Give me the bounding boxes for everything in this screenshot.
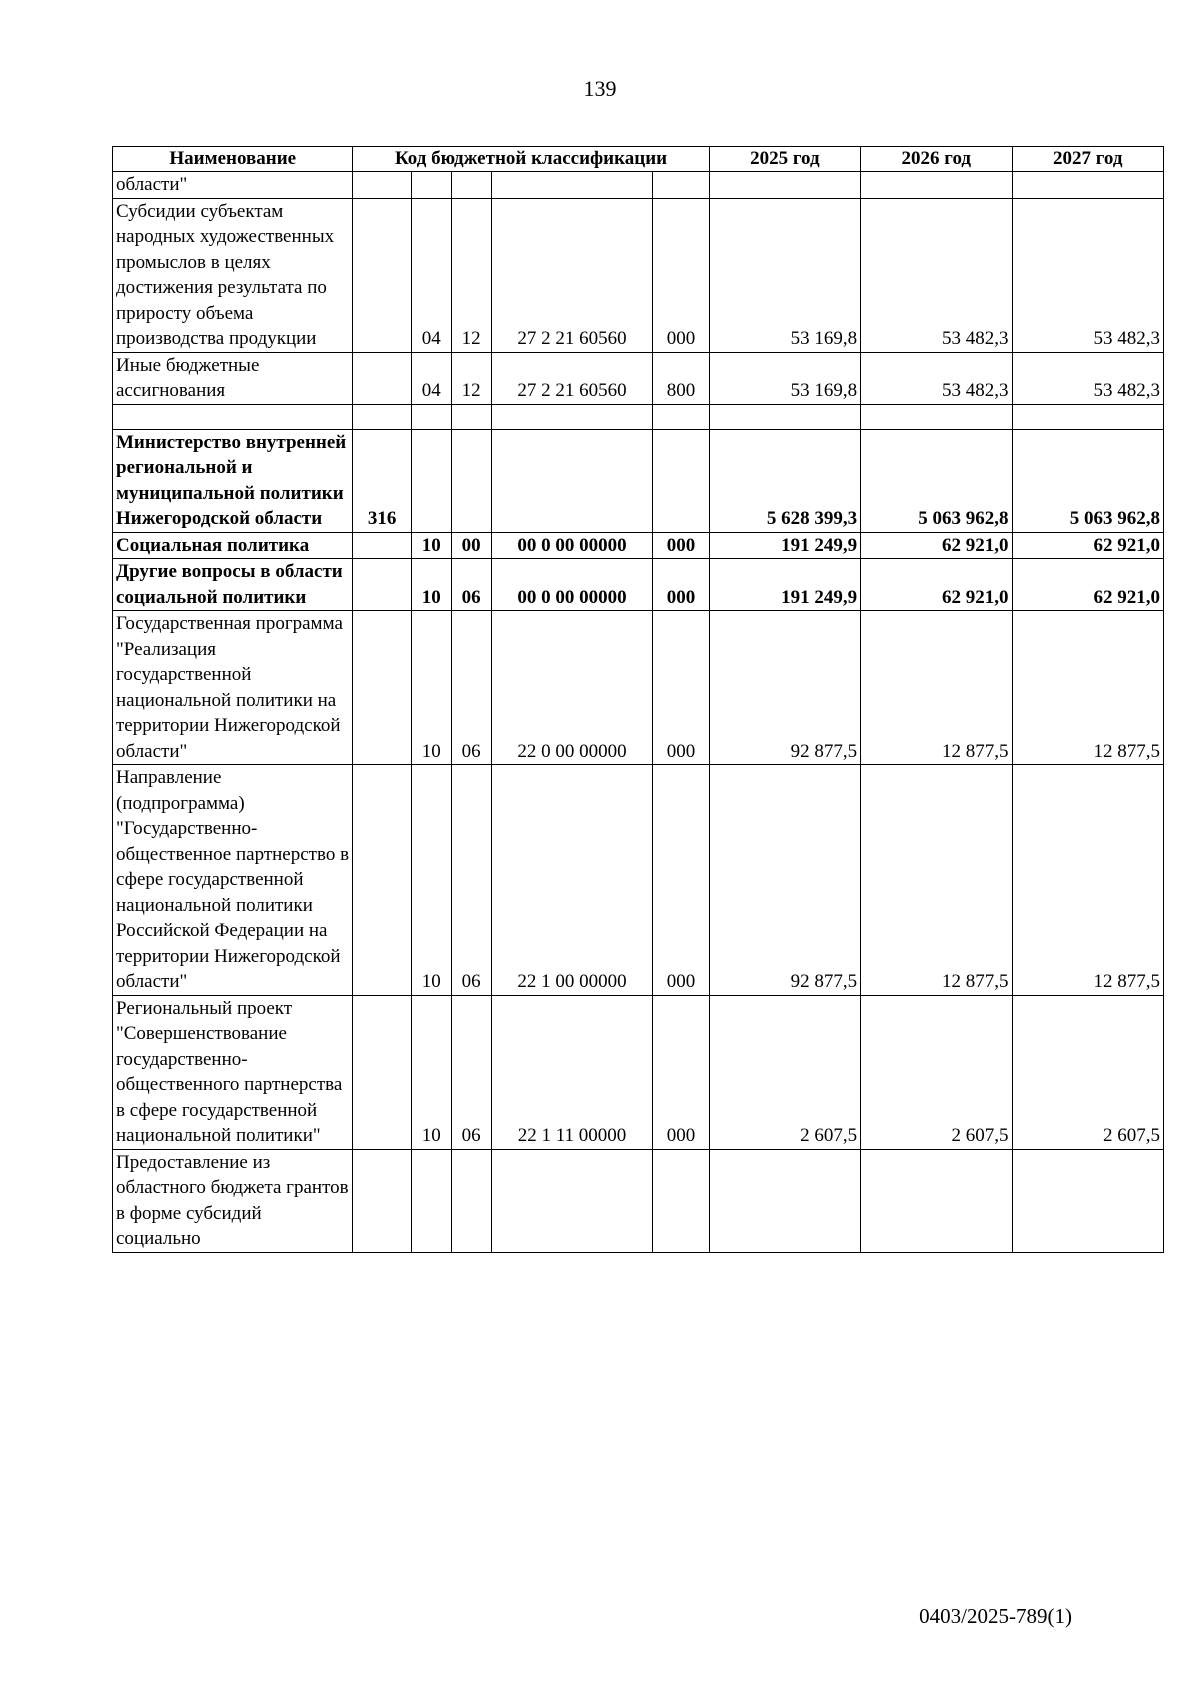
row-value-2027: 12 877,5 <box>1012 765 1163 996</box>
row-name: Иные бюджетные ассигнования <box>113 352 353 404</box>
row-value-2025 <box>709 404 860 429</box>
row-code-gr <box>353 404 411 429</box>
row-code-vr: 000 <box>653 995 709 1149</box>
row-name: Региональный проект "Совершенствование государственно-общественного партнерства в сфере государственной национальной политики" <box>113 995 353 1149</box>
table-row <box>113 429 1164 532</box>
row-code-csr <box>491 1149 653 1252</box>
row-value-2025 <box>709 1149 860 1252</box>
table-row <box>113 611 1164 765</box>
row-code-rz: 10 <box>411 611 451 765</box>
row-code-vr: 000 <box>653 559 709 611</box>
row-name <box>113 404 353 429</box>
row-value-2026 <box>861 404 1012 429</box>
row-value-2026: 62 921,0 <box>861 559 1012 611</box>
row-value-2025: 191 249,9 <box>709 559 860 611</box>
row-code-rz <box>411 404 451 429</box>
row-value-2026: 12 877,5 <box>861 765 1012 996</box>
table-row <box>113 1149 1164 1252</box>
row-value-2027: 2 607,5 <box>1012 995 1163 1149</box>
row-code-csr <box>491 404 653 429</box>
table-row <box>113 559 1164 611</box>
table-row <box>113 995 1164 1149</box>
row-code-rz <box>411 1149 451 1252</box>
row-code-gr <box>353 198 411 352</box>
row-code-rz: 10 <box>411 559 451 611</box>
table-row <box>113 532 1164 559</box>
row-code-pr: 00 <box>451 532 491 559</box>
row-value-2026: 12 877,5 <box>861 611 1012 765</box>
row-value-2027: 53 482,3 <box>1012 352 1163 404</box>
table-row <box>113 404 1164 429</box>
row-code-pr: 06 <box>451 995 491 1149</box>
row-code-pr: 06 <box>451 559 491 611</box>
row-code-csr: 27 2 21 60560 <box>491 198 653 352</box>
row-value-2027: 62 921,0 <box>1012 532 1163 559</box>
row-code-vr: 800 <box>653 352 709 404</box>
row-name: Другие вопросы в области социальной политики <box>113 559 353 611</box>
row-value-2026 <box>861 1149 1012 1252</box>
document-id: 0403/2025-789(1) <box>919 1604 1072 1628</box>
row-code-rz <box>411 172 451 199</box>
row-value-2025: 53 169,8 <box>709 198 860 352</box>
row-code-csr <box>491 429 653 532</box>
row-code-gr: 316 <box>353 429 411 532</box>
row-code-rz: 04 <box>411 198 451 352</box>
row-name: Государственная программа "Реализация государственной национальной политики на территории Нижегородской области" <box>113 611 353 765</box>
row-value-2026: 2 607,5 <box>861 995 1012 1149</box>
row-code-pr <box>451 1149 491 1252</box>
row-code-vr: 000 <box>653 532 709 559</box>
row-code-gr <box>353 559 411 611</box>
table-header-row <box>113 147 1164 172</box>
row-name: Социальная политика <box>113 532 353 559</box>
table-row <box>113 352 1164 404</box>
header-2026: 2026 год <box>861 147 1012 172</box>
row-code-pr: 06 <box>451 765 491 996</box>
row-code-pr <box>451 429 491 532</box>
row-code-vr: 000 <box>653 765 709 996</box>
row-code-pr: 12 <box>451 352 491 404</box>
row-code-gr <box>353 172 411 199</box>
row-code-rz: 04 <box>411 352 451 404</box>
row-code-csr: 00 0 00 00000 <box>491 532 653 559</box>
row-code-csr: 22 1 11 00000 <box>491 995 653 1149</box>
row-code-gr <box>353 352 411 404</box>
row-name: Министерство внутренней региональной и муниципальной политики Нижегородской области <box>113 429 353 532</box>
row-code-pr: 06 <box>451 611 491 765</box>
row-code-vr <box>653 172 709 199</box>
budget-table <box>112 146 1164 1253</box>
row-name: Предоставление из областного бюджета грантов в форме субсидий социально <box>113 1149 353 1252</box>
header-code: Код бюджетной классификации <box>353 147 709 172</box>
page-number: 139 <box>583 76 617 101</box>
row-code-gr <box>353 532 411 559</box>
table-row <box>113 198 1164 352</box>
row-code-vr: 000 <box>653 611 709 765</box>
row-code-csr: 00 0 00 00000 <box>491 559 653 611</box>
row-value-2027: 62 921,0 <box>1012 559 1163 611</box>
row-code-vr <box>653 404 709 429</box>
header-2025: 2025 год <box>709 147 860 172</box>
row-value-2027: 5 063 962,8 <box>1012 429 1163 532</box>
row-code-gr <box>353 1149 411 1252</box>
row-name: Направление (подпрограмма) "Государственно-общественное партнерство в сфере государственной национальной политики Российской Федерации на территории Нижегородской области" <box>113 765 353 996</box>
row-value-2025 <box>709 172 860 199</box>
row-value-2025: 92 877,5 <box>709 611 860 765</box>
row-code-csr: 22 1 00 00000 <box>491 765 653 996</box>
row-value-2027: 12 877,5 <box>1012 611 1163 765</box>
row-code-rz: 10 <box>411 532 451 559</box>
header-name: Наименование <box>113 147 353 172</box>
row-value-2026: 5 063 962,8 <box>861 429 1012 532</box>
row-code-rz <box>411 429 451 532</box>
row-code-rz: 10 <box>411 995 451 1149</box>
row-value-2026: 53 482,3 <box>861 352 1012 404</box>
row-code-csr: 22 0 00 00000 <box>491 611 653 765</box>
row-code-gr <box>353 611 411 765</box>
row-code-pr: 12 <box>451 198 491 352</box>
row-value-2027 <box>1012 1149 1163 1252</box>
row-code-rz: 10 <box>411 765 451 996</box>
row-code-vr <box>653 1149 709 1252</box>
row-value-2027 <box>1012 404 1163 429</box>
table-row <box>113 765 1164 996</box>
row-value-2026: 53 482,3 <box>861 198 1012 352</box>
row-code-gr <box>353 995 411 1149</box>
row-code-vr: 000 <box>653 198 709 352</box>
row-value-2027: 53 482,3 <box>1012 198 1163 352</box>
row-value-2025: 5 628 399,3 <box>709 429 860 532</box>
row-value-2025: 2 607,5 <box>709 995 860 1149</box>
row-code-csr: 27 2 21 60560 <box>491 352 653 404</box>
row-value-2025: 92 877,5 <box>709 765 860 996</box>
row-code-pr <box>451 172 491 199</box>
row-name: области" <box>113 172 353 199</box>
row-code-gr <box>353 765 411 996</box>
row-value-2025: 191 249,9 <box>709 532 860 559</box>
row-code-csr <box>491 172 653 199</box>
header-2027: 2027 год <box>1012 147 1163 172</box>
row-value-2025: 53 169,8 <box>709 352 860 404</box>
row-code-pr <box>451 404 491 429</box>
row-name: Субсидии субъектам народных художественных промыслов в целях достижения результата по приросту объема производства продукции <box>113 198 353 352</box>
row-code-vr <box>653 429 709 532</box>
table-row <box>113 172 1164 199</box>
row-value-2027 <box>1012 172 1163 199</box>
row-value-2026 <box>861 172 1012 199</box>
row-value-2026: 62 921,0 <box>861 532 1012 559</box>
